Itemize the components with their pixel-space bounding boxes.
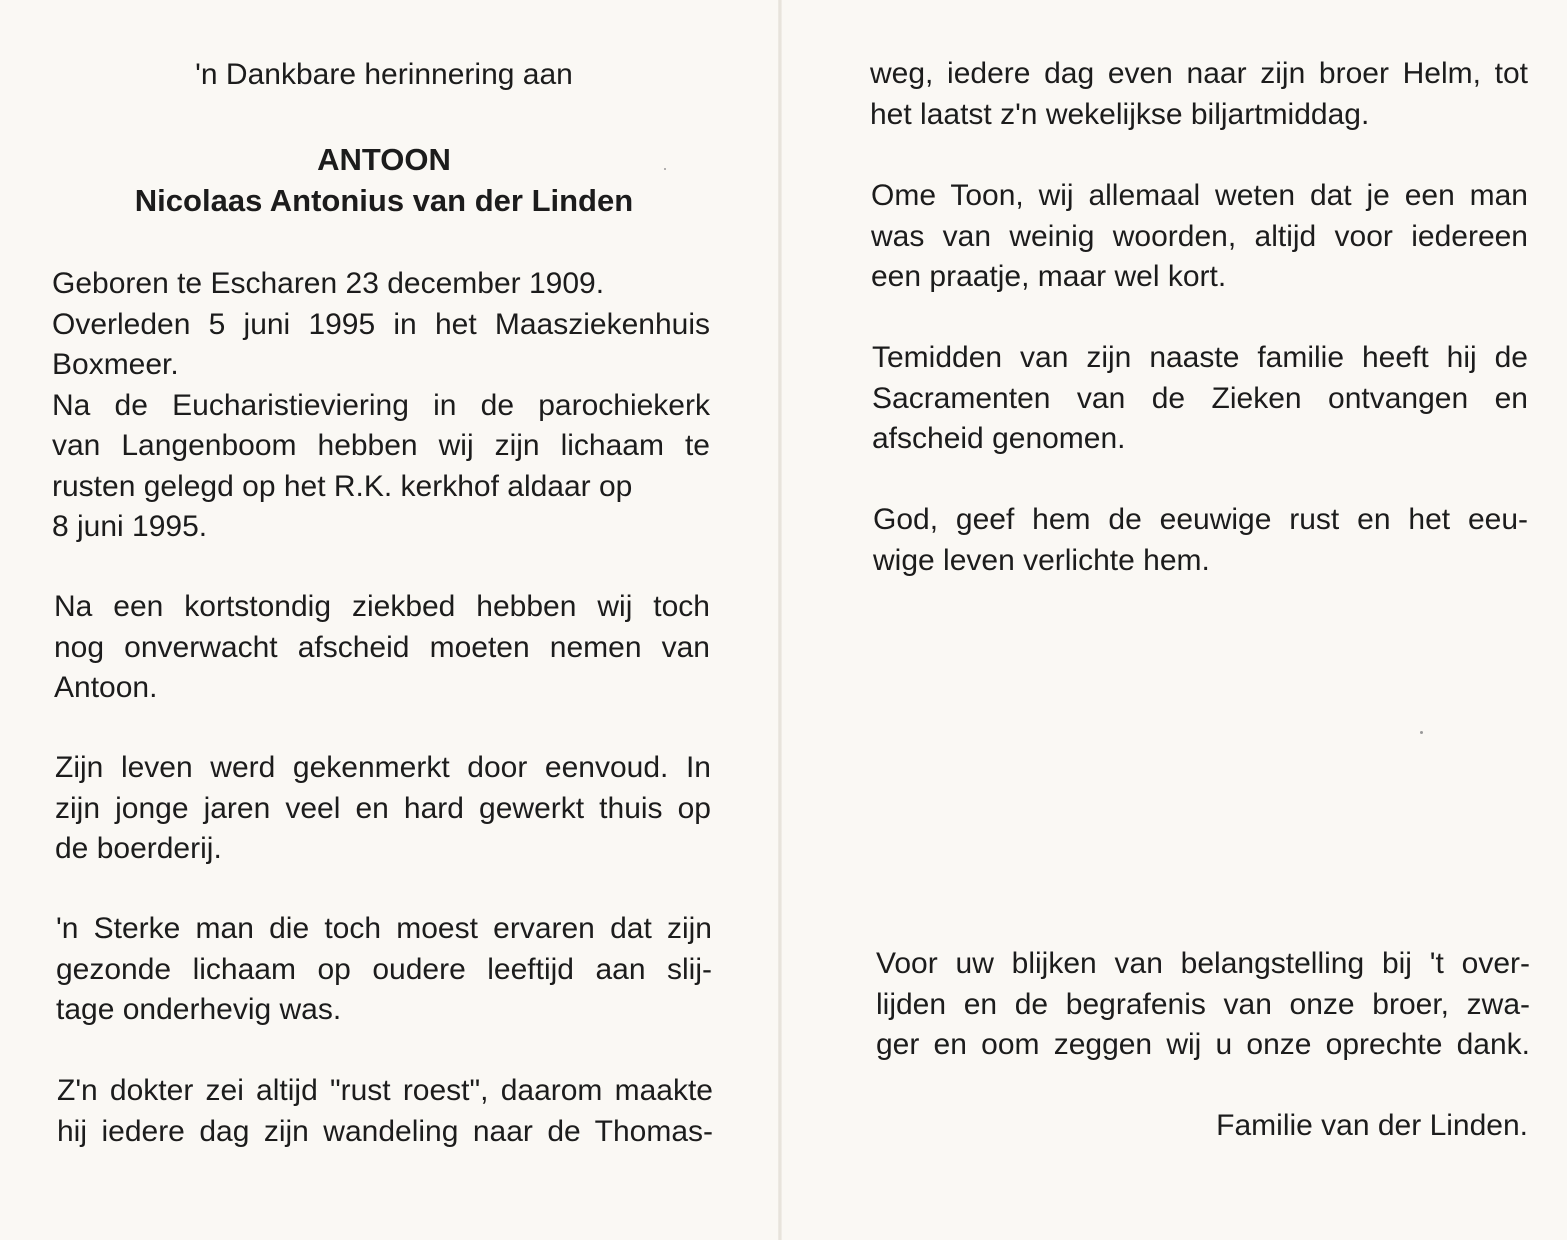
text-line: rusten gelegd op het R.K. kerkhof aldaar op	[52, 469, 633, 503]
paragraph-doctor	[57, 1071, 713, 1152]
text-line: een praatje, maar wel kort.	[871, 260, 1227, 293]
intro-line: 'n Dankbare herinnering aan	[195, 58, 573, 91]
paragraph-birth-death	[52, 264, 710, 548]
paragraph-thanks	[876, 944, 1530, 1066]
text-line: Antoon.	[54, 671, 158, 704]
text-line: Boxmeer.	[52, 348, 179, 381]
text-line: Overleden 5 juni 1995 in het Maasziekenhuis	[52, 307, 710, 341]
text-line: tage onderhevig was.	[56, 993, 342, 1026]
full-name: Nicolaas Antonius van der Linden	[134, 183, 634, 218]
text-line: hij iedere dag zijn wandeling naar de Thomas-	[57, 1114, 713, 1148]
paper-speck	[664, 168, 666, 170]
text-line: was van weinig woorden, altijd voor iedereen	[871, 219, 1528, 253]
paper-speck	[1420, 731, 1423, 734]
text-line: lijden en de begrafenis van onze broer, zwa-	[876, 987, 1530, 1021]
text-line: afscheid genomen.	[872, 422, 1126, 455]
paragraph-ome-toon	[871, 176, 1528, 298]
paragraph-illness	[54, 587, 710, 709]
text-line: Z'n dokter zei altijd "rust roest", daarom maakte	[57, 1074, 713, 1107]
text-line: God, geef hem de eeuwige rust en het eeu-	[873, 503, 1528, 536]
text-line: de boerderij.	[55, 832, 222, 865]
paragraph-life	[55, 748, 711, 870]
signature: Familie van der Linden.	[1216, 1109, 1528, 1142]
paragraph-walk	[870, 54, 1528, 135]
text-line: wige leven verlichte hem.	[873, 543, 1210, 577]
text-line: zijn jonge jaren veel en hard gewerkt thuis op	[55, 791, 711, 825]
text-line: gezonde lichaam op oudere leeftijd aan slij-	[56, 952, 712, 986]
card-fold	[778, 0, 782, 1240]
text-line: 8 juni 1995.	[52, 510, 208, 543]
text-line: Zijn leven werd gekenmerkt door eenvoud. In	[55, 751, 711, 784]
text-line: Sacramenten van de Zieken ontvangen en	[872, 381, 1528, 415]
text-line: weg, iedere dag even naar zijn broer Helm, tot	[870, 57, 1528, 90]
text-line: het laatst z'n wekelijkse biljartmiddag.	[870, 97, 1370, 131]
text-line: Ome Toon, wij allemaal weten dat je een man	[871, 179, 1528, 212]
text-line: Temidden van zijn naaste familie heeft hij de	[872, 341, 1528, 374]
text-line: nog onverwacht afscheid moeten nemen van	[54, 630, 710, 664]
paragraph-sacraments	[872, 338, 1528, 460]
text-line: Na de Eucharistieviering in de parochiekerk	[52, 388, 710, 422]
text-line: Geboren te Escharen 23 december 1909.	[52, 267, 605, 300]
paragraph-strong-man	[56, 909, 712, 1031]
text-line: Na een kortstondig ziekbed hebben wij toch	[54, 590, 710, 623]
first-name: ANTOON	[317, 142, 451, 177]
text-line: Voor uw blijken van belangstelling bij 't over-	[876, 947, 1530, 980]
text-line: 'n Sterke man die toch moest ervaren dat zijn	[56, 912, 712, 945]
text-line: ger en oom zeggen wij u onze oprechte dank.	[876, 1028, 1530, 1061]
text-line: van Langenboom hebben wij zijn lichaam te	[52, 429, 710, 462]
paragraph-prayer	[873, 500, 1528, 581]
